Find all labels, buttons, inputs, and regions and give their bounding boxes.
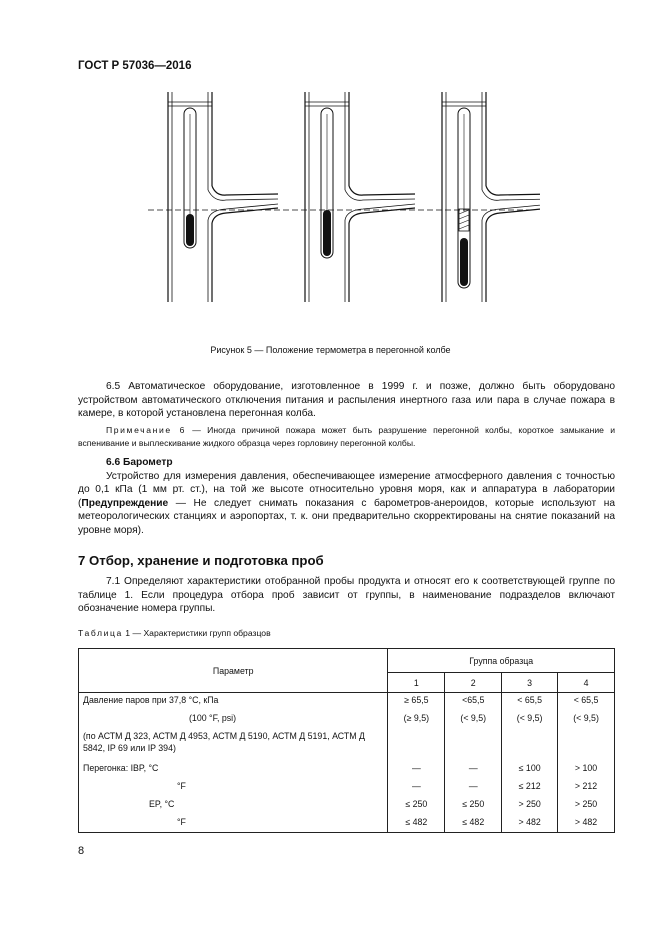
section-7-1-text: 7.1 Определяют характеристики отобранной пробы продукта и относят его к соответствующей группе по таблице 1. Если процедура отбора проб зависит от группы, в наименование подразделов включают обозначение номера группы. [78, 576, 615, 614]
param-cell: Давление паров при 37,8 °С, кПа [79, 693, 388, 711]
param-cell: EP, °С [79, 797, 388, 815]
value-cell: ≤ 482 [445, 815, 502, 833]
note-6 [78, 424, 615, 449]
value-cell: ≥ 65,5 [388, 693, 445, 711]
param-cell: °F [79, 815, 388, 833]
table-caption-rest: 1 — Характеристики групп образцов [122, 628, 271, 638]
value-cell: > 212 [558, 779, 615, 797]
value-cell: > 250 [558, 797, 615, 815]
value-cell: (< 9,5) [558, 711, 615, 729]
param-cell: (100 °F, psi) [79, 711, 388, 729]
document-header: ГОСТ Р 57036—2016 [78, 60, 192, 72]
value-cell [388, 729, 445, 761]
section-6-6-text [78, 470, 615, 538]
table-body [79, 693, 615, 833]
value-cell: (≥ 9,5) [388, 711, 445, 729]
section-6-6 [78, 456, 615, 537]
value-cell: > 482 [502, 815, 558, 833]
table-row [79, 693, 615, 711]
section-6-6-text-before: Устройство для измерения давления, обеспечивающее измерение атмосферного давления с точностью до 0,1 кПа (1 мм рт. ст.), на той же высоте относительно уровня моря, как и аппаратура в лаборатории ( [78, 470, 615, 509]
value-cell: — [445, 761, 502, 779]
value-cell: ≤ 250 [445, 797, 502, 815]
param-cell: Перегонка: IBP, °С [79, 761, 388, 779]
group-header: Группа образца [388, 649, 615, 673]
value-cell [502, 729, 558, 761]
table-caption-label: Таблица [78, 628, 123, 638]
value-cell: ≤ 212 [502, 779, 558, 797]
value-cell: ≤ 482 [388, 815, 445, 833]
table-row [79, 779, 615, 797]
value-cell: > 482 [558, 815, 615, 833]
table-row [79, 761, 615, 779]
group-col-4: 4 [558, 673, 615, 693]
param-cell: (по АСТМ Д 323, АСТМ Д 4953, АСТМ Д 5190, АСТМ Д 5191, АСТМ Д 5842, IP 69 или IP 394) [79, 729, 388, 761]
sample-groups-table [78, 648, 615, 833]
group-col-2: 2 [445, 673, 502, 693]
value-cell: > 100 [558, 761, 615, 779]
table-row [79, 711, 615, 729]
table-row [79, 815, 615, 833]
value-cell: (< 9,5) [502, 711, 558, 729]
value-cell: — [388, 779, 445, 797]
section-6-6-title: 6.6 Барометр [106, 457, 173, 468]
value-cell: <65,5 [445, 693, 502, 711]
value-cell [445, 729, 502, 761]
param-header: Параметр [79, 649, 388, 693]
group-col-1: 1 [388, 673, 445, 693]
figure-caption: Рисунок 5 — Положение термометра в перегонной колбе [210, 345, 451, 355]
page-number: 8 [78, 845, 85, 857]
value-cell: ≤ 250 [388, 797, 445, 815]
value-cell: — [445, 779, 502, 797]
value-cell: > 250 [502, 797, 558, 815]
warning-label: Предупреждение [81, 497, 169, 509]
table-row [79, 797, 615, 815]
table-caption [78, 628, 271, 638]
group-col-3: 3 [502, 673, 558, 693]
value-cell: < 65,5 [502, 693, 558, 711]
table-row [79, 729, 615, 761]
value-cell: (< 9,5) [445, 711, 502, 729]
value-cell [558, 729, 615, 761]
param-cell: °F [79, 779, 388, 797]
value-cell: < 65,5 [558, 693, 615, 711]
note-text: — Иногда причиной пожара может быть разрушение перегонной колбы, короткое замыкание и вспенивание и выплескивание жидкого образца через горловину перегонной колбы. [78, 425, 615, 448]
thermometer-position-figure [140, 92, 540, 332]
section-6-6-text-after: — Не следует снимать показания с барометров-анероидов, которые используют на метеорологических станциях и аэропортах, т. к. они предварительно скорректированы на снятие показаний на уровне моря). [78, 497, 615, 536]
section-6-5-text: 6.5 Автоматическое оборудование, изготовленное в 1999 г. и позже, должно быть оборудовано устройством автоматического отключения питания и распыления инертного газа или пара в случае пожара в камере, в которой установлена перегонная колба. [78, 381, 615, 419]
value-cell: — [388, 761, 445, 779]
value-cell: ≤ 100 [502, 761, 558, 779]
note-label: Примечание 6 [106, 425, 187, 435]
section-7-title: 7 Отбор, хранение и подготовка проб [78, 553, 324, 568]
